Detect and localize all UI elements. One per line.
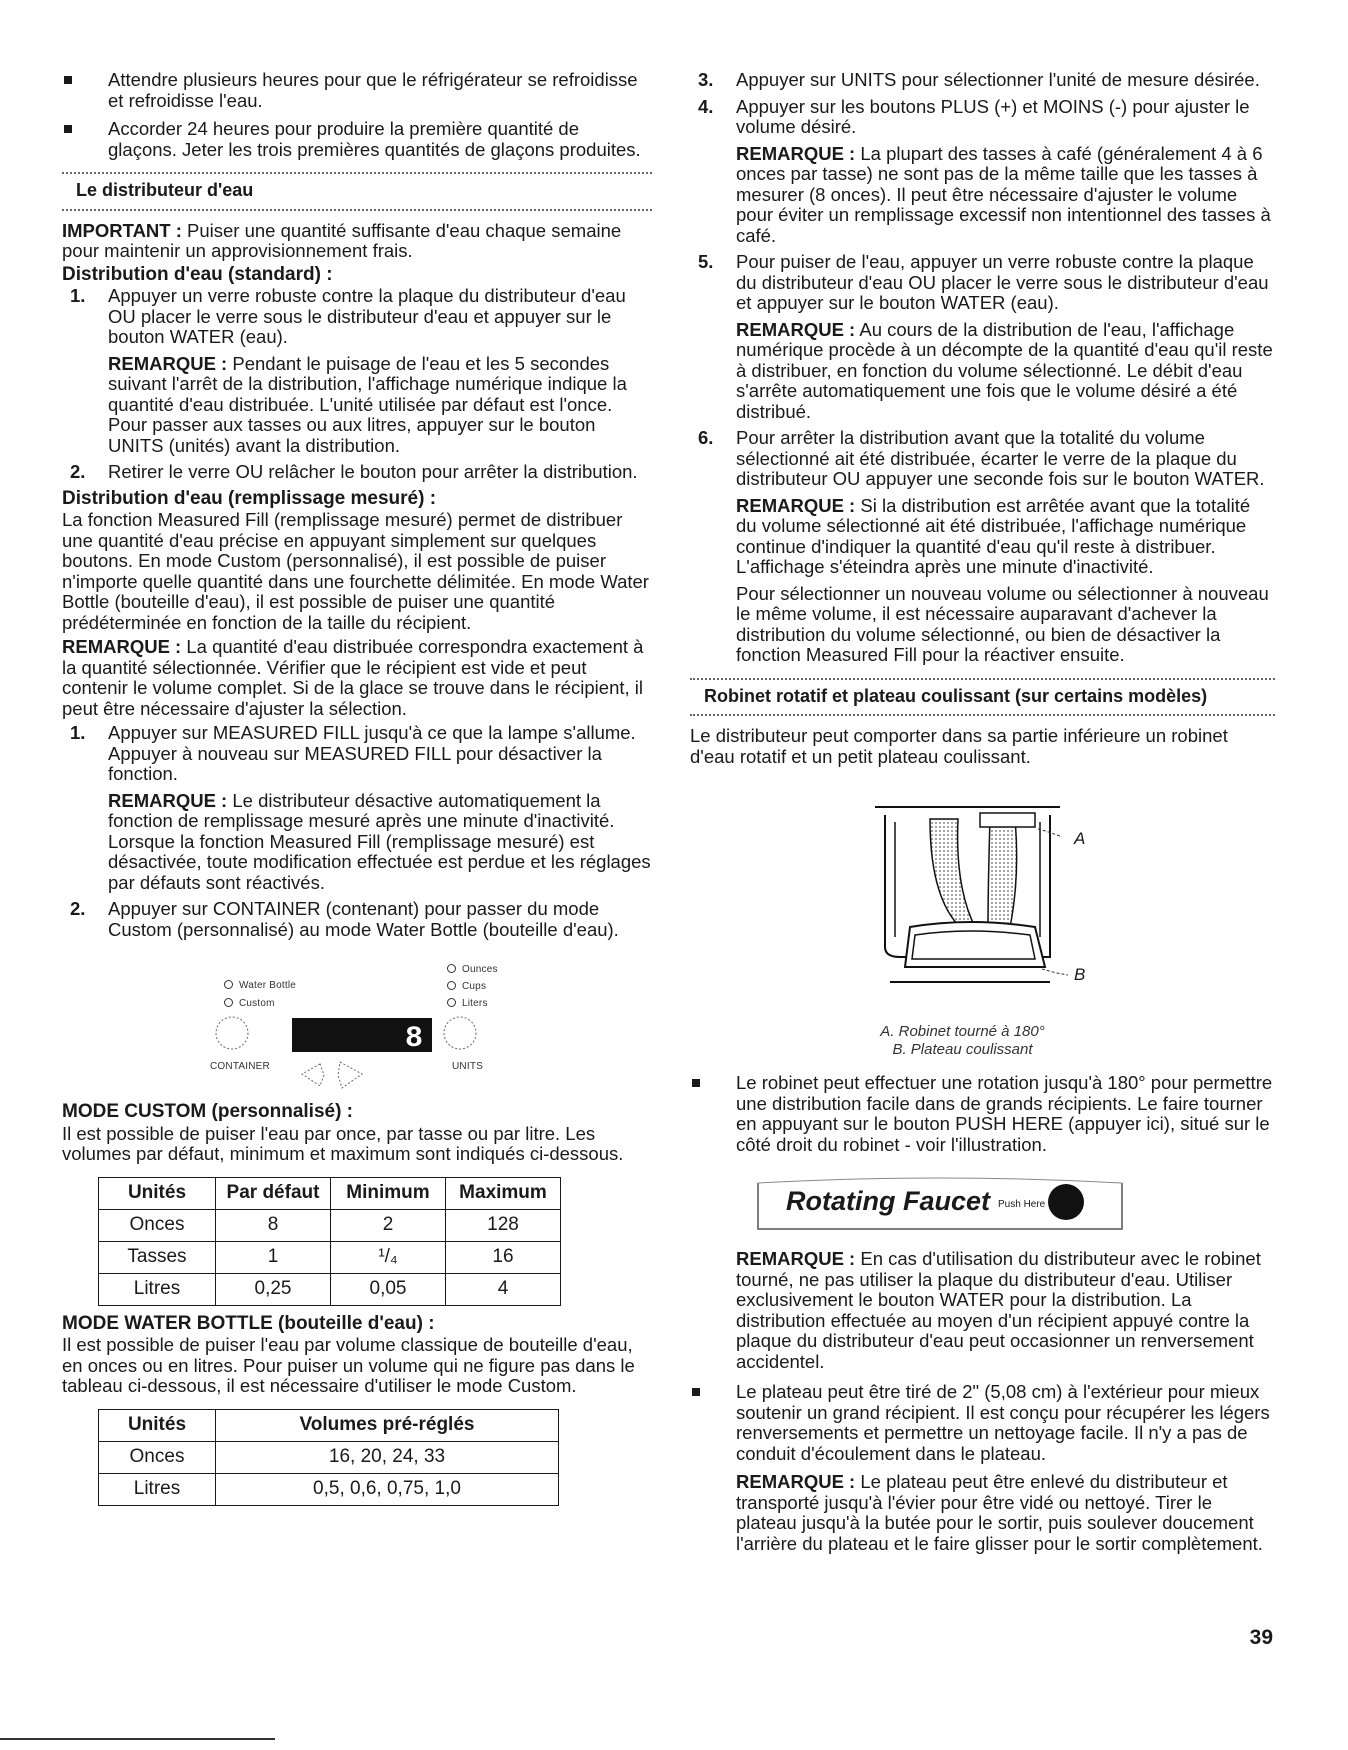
step-item: 2. Retirer le verre OU relâcher le bouton pour arrêter la distribution. — [70, 461, 638, 482]
plus-button-icon — [338, 1062, 362, 1088]
heading-custom-mode: MODE CUSTOM (personnalisé) : — [62, 1101, 354, 1122]
list-item: Le robinet peut effectuer une rotation jusqu'à 180° pour permettre une distribution facile dans de grands récipients. Le faire tourner en appuyant sur le bouton PUSH HERE (appuyer ici), situé sur le côté droit du robinet - voir l'illustration. — [690, 1073, 1275, 1155]
faucet-intro: Le distributeur peut comporter dans sa partie inférieure un robinet d'eau rotatif et un petit plateau coulissant. — [690, 725, 1228, 767]
note: REMARQUE : Le distributeur désactive automatiquement la fonction de remplissage mesuré après une minute d'inactivité. Lorsque la fonction Measured Fill (remplissage mesuré) est désactivée, toute modification effectuée est perdue et les réglages par défauts sont réactivés. — [108, 789, 651, 893]
container-label: CONTAINER — [210, 1061, 270, 1072]
note: REMARQUE : Si la distribution est arrêtée avant que la totalité du volume sélectionné ait été distribuée, l'affichage numérique continue d'indiquer la quantité d'eau qu'il reste à distribuer. L'affichage s'éteindra après une minute d'inactivité. — [736, 494, 1251, 577]
table-header-row: Unités Volumes pré-réglés — [99, 1409, 559, 1441]
reselect-paragraph: Pour sélectionner un nouveau volume ou sélectionner à nouveau le même volume, il est nécessaire auparavant d'achever la distribution du volume sélectionné, ou bien de désactiver la fonction Measured Fill pour la réactiver ensuite. — [736, 582, 1269, 665]
note: REMARQUE : Pendant le puisage de l'eau et les 5 secondes suivant l'arrêt de la distribution, l'affichage numérique indique la quantité d'eau distribuée. L'unité utilisée par défaut est l'once. Pour passer aux tasses ou aux litres, appuyer sur le bouton UNITS (unités) avant la distribution. — [108, 352, 627, 456]
table-row: Onces 8 2 128 — [99, 1209, 561, 1241]
bullet-icon — [64, 125, 72, 133]
heading-water-bottle-mode: MODE WATER BOTTLE (bouteille d'eau) : — [62, 1312, 435, 1334]
bullet-icon — [64, 76, 72, 84]
bullet-icon — [692, 1079, 700, 1087]
note: REMARQUE : Au cours de la distribution de l'eau, l'affichage numérique procède à un décompte de la quantité d'eau qu'il reste à distribuer, en fonction du volume sélectionné. Le débit d'eau s'arrête automatiquement une fois que le volume désiré a été distribué. — [736, 318, 1273, 422]
footer-rule — [0, 1738, 275, 1740]
step-item: 2. Appuyer sur CONTAINER (contenant) pour passer du mode Custom (personnalisé) au mode Water Bottle (bouteille d'eau). — [70, 898, 619, 940]
container-button-icon — [216, 1017, 248, 1049]
callout-b: B — [1074, 965, 1086, 984]
minus-button-icon — [302, 1064, 324, 1086]
figure-caption: A. Robinet tourné à 180° B. Plateau coulissant — [880, 1023, 1045, 1058]
left-column — [62, 70, 652, 1506]
faucet-tray-illustration — [690, 777, 1275, 1017]
preset-volumes-table — [98, 1409, 559, 1506]
right-column — [690, 70, 1275, 1560]
table-header-row: Unités Par défaut Minimum Maximum — [99, 1177, 561, 1209]
table-row: Litres 0,5, 0,6, 0,75, 1,0 — [99, 1473, 559, 1505]
faucet-drawing — [690, 777, 1275, 1017]
note: REMARQUE : Le plateau peut être enlevé du distributeur et transporté jusqu'à l'évier pour être vidé ou nettoyé. Tirer le plateau jusqu'à la butée pour le sortir, puis soulever doucement l'arrière du plateau et le faire glisser pour le sortir complètement. — [736, 1471, 1263, 1554]
list-item: Attendre plusieurs heures pour que le réfrigérateur se refroidisse et refroidisse l'eau. — [62, 70, 652, 111]
step-item: 1. Appuyer un verre robuste contre la plaque du distributeur d'eau OU placer le verre sous le distributeur d'eau et appuyer sur le bouton WATER (eau). REMARQUE : Pendant le puisage de l'eau et les 5 secondes suivant l'arrêt de la distribution, l'affichage numérique indique la quantité d'eau distribuée. L'unité utilisée par défaut est l'once. Pour passer aux tasses ou aux litres, appuyer sur le bouton UNITS (unités) avant la distribution. — [62, 286, 652, 456]
measured-intro: La fonction Measured Fill (remplissage mesuré) permet de distribuer une quantité d'eau précise en appuyant simplement sur quelques boutons. En mode Custom (personnalisé), il est possible de puiser n'importe quelle quantité dans une fourchette délimitée. En mode Water Bottle (bouteille d'eau), il est possible de puiser une quantité prédéterminée en fonction de la taille du récipient. — [62, 509, 649, 633]
rotating-faucet-label-illustration — [750, 1169, 1130, 1233]
list-item: Le plateau peut être tiré de 2" (5,08 cm) à l'extérieur pour mieux soutenir un grand récipient. Il est conçu pour récupérer les légers renversements et permettre un nettoyage facile. Il n'y a pas de conduit d'écoulement dans le plateau. — [690, 1382, 1275, 1464]
heading-measured-fill: Distribution d'eau (remplissage mesuré) : — [62, 487, 437, 509]
step-item: 1. Appuyer sur MEASURED FILL jusqu'à ce que la lampe s'allume. Appuyer à nouveau sur MEASURED FILL pour désactiver la fonction. REMARQUE : Le distributeur désactive automatiquement la fonction de remplissage mesuré après une minute d'inactivité. Lorsque la fonction Measured Fill (remplissage mesuré) est désactivée, toute modification effectuée est perdue et les réglages par défauts sont réactivés. — [70, 722, 651, 893]
display-digit: 8 — [404, 1022, 424, 1056]
table-row: Onces 16, 20, 24, 33 — [99, 1441, 559, 1473]
table-row: Litres 0,25 0,05 4 — [99, 1273, 561, 1305]
custom-text: Il est possible de puiser l'eau par once, par tasse ou par litre. Les volumes par défaut, minimum et maximum sont indiqués ci-dessous. — [62, 1122, 624, 1164]
section-title-water-dispenser: Le distributeur d'eau — [62, 172, 652, 211]
note: REMARQUE : En cas d'utilisation du distributeur avec le robinet tourné, ne pas utiliser la plaque du distributeur d'eau. Utiliser exclusivement le bouton WATER pour la distribution. La distribution effectuée au moyen d'un récipient appuyé contre la plaque du distributeur d'eau peut occasionner un renversement accidentel. — [736, 1248, 1261, 1372]
step-item: 6. Pour arrêter la distribution avant que la totalité du volume sélectionné ait été distribuée, écarter le verre de la plaque du distributeur OU appuyer une seconde fois sur le bouton WATER. REMARQUE : Si la distribution est arrêtée avant que la totalité du volume sélectionné ait été distribuée, l'affichage numérique continue d'indiquer la quantité d'eau qu'il reste à distribuer. L'affichage s'éteindra après une minute d'inactivité. — [690, 428, 1275, 578]
list-item: Accorder 24 heures pour produire la première quantité de glaçons. Jeter les trois premières quantités de glaçons produites. — [62, 119, 652, 160]
bullet-icon — [692, 1388, 700, 1396]
step-item: 3. Appuyer sur UNITS pour sélectionner l'unité de mesure désirée. — [698, 69, 1260, 90]
heading-standard: Distribution d'eau (standard) : — [62, 263, 333, 285]
step-item: 4. Appuyer sur les boutons PLUS (+) et MOINS (-) pour ajuster le volume désiré. REMARQUE : La plupart des tasses à café (généralement 4 à 6 onces par tasse) ne sont pas de la même taille que les tasses à mesurer (8 onces). Il peut être nécessaire d'ajuster le volume pour éviter un remplissage excessif non intentionnel des tasses à café. — [690, 97, 1275, 247]
table-row: Tasses 1 ¹/₄ 16 — [99, 1241, 561, 1273]
units-label: UNITS — [452, 1061, 483, 1072]
note: REMARQUE : La plupart des tasses à café (généralement 4 à 6 onces par tasse) ne sont pas de la même taille que les tasses à mesurer (8 onces). Il peut être nécessaire d'ajuster le volume pour éviter un remplissage excessif non intentionnel des tasses à café. — [736, 142, 1271, 246]
page-number: 39 — [1249, 1626, 1273, 1649]
bottle-text: Il est possible de puiser l'eau par volume classique de bouteille d'eau, en onces ou en litres. Pour puiser un volume qui ne figure pas dans le tableau ci-dessous, il est nécessaire d'utiliser le mode Custom. — [62, 1334, 635, 1396]
callout-a: A — [1074, 829, 1086, 848]
push-here-button-icon — [1048, 1184, 1084, 1220]
units-button-icon — [444, 1017, 476, 1049]
section-title-rotating-faucet: Robinet rotatif et plateau coulissant (sur certains modèles) — [690, 678, 1275, 717]
step-item: 5. Pour puiser de l'eau, appuyer un verre robuste contre la plaque du distributeur d'eau OU placer le verre sous le distributeur d'eau et appuyer sur le bouton WATER (eau). REMARQUE : Au cours de la distribution de l'eau, l'affichage numérique procède à un décompte de la quantité d'eau qu'il reste à distribuer, en fonction du volume sélectionné. Le débit d'eau s'arrête automatiquement une fois que le volume désiré a été distribué. — [690, 252, 1275, 422]
control-panel-illustration: Water Bottle Custom Ounces Cups Liters 8 CONTAINER UNITS — [62, 946, 652, 1096]
push-here-label: Push Here — [998, 1199, 1046, 1210]
panel-drawing — [62, 946, 652, 1096]
important-paragraph: IMPORTANT : Puiser une quantité suffisante d'eau chaque semaine pour maintenir un approvisionnement frais. — [62, 219, 622, 261]
custom-volumes-table — [98, 1177, 561, 1306]
measured-note: REMARQUE : La quantité d'eau distribuée correspondra exactement à la quantité sélectionnée. Vérifier que le récipient est vide et peut contenir le volume complet. Si de la glace se trouve dans le récipient, il peut être nécessaire d'ajuster la sélection. — [62, 636, 644, 719]
faucet-title: Rotating Faucet — [786, 1186, 991, 1216]
